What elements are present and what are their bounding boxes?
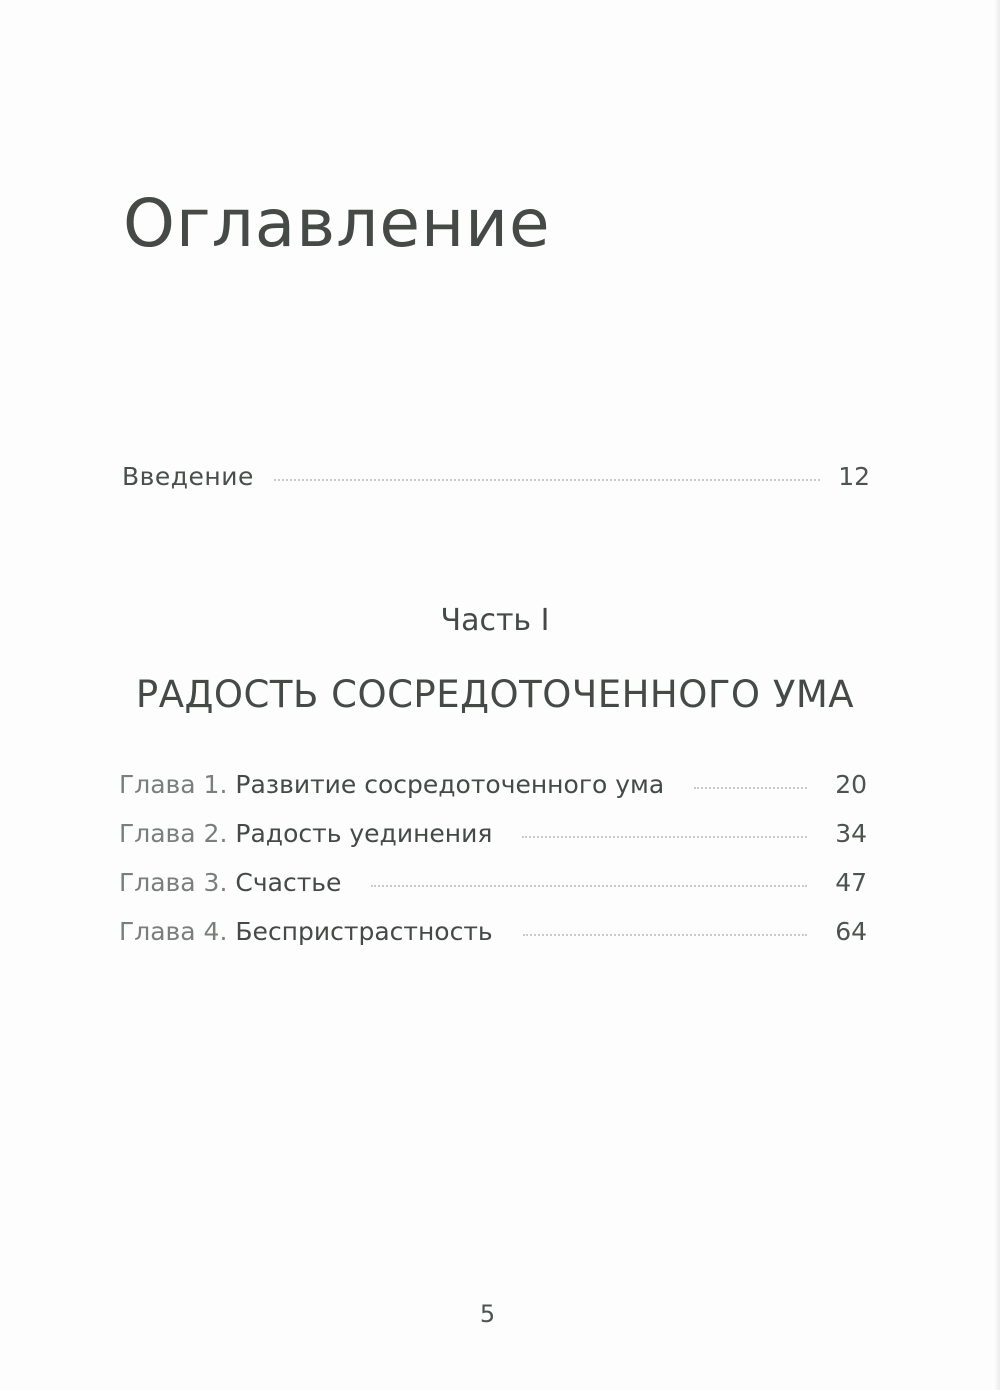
dot-leader bbox=[694, 787, 807, 789]
dot-leader bbox=[523, 934, 808, 936]
chapter-prefix: Глава 3. bbox=[119, 868, 228, 897]
chapter-prefix: Глава 2. bbox=[119, 819, 228, 848]
chapter-page-number: 34 bbox=[835, 819, 867, 848]
chapter-title: Счастье bbox=[235, 868, 342, 897]
dot-leader bbox=[274, 479, 820, 481]
scan-edge bbox=[994, 0, 1000, 1390]
chapter-title: Беспристрастность bbox=[235, 917, 493, 946]
toc-entry-chapter-1[interactable] bbox=[119, 770, 867, 819]
toc-entry-label: Введение bbox=[122, 462, 254, 491]
dot-leader bbox=[522, 836, 807, 838]
toc-entry-chapter-2[interactable] bbox=[119, 819, 867, 868]
part-title: РАДОСТЬ СОСРЕДОТОЧЕННОГО УМА bbox=[135, 673, 855, 716]
toc-entry-page-number: 12 bbox=[838, 462, 870, 491]
chapter-title: Развитие сосредоточенного ума bbox=[235, 770, 665, 799]
toc-entry-chapter-3[interactable] bbox=[119, 868, 867, 917]
page-number: 5 bbox=[479, 1300, 496, 1328]
chapter-page-number: 47 bbox=[835, 868, 867, 897]
toc-entry-introduction[interactable] bbox=[122, 462, 870, 491]
toc-title: Оглавление bbox=[123, 185, 551, 262]
chapter-prefix: Глава 1. bbox=[119, 770, 228, 799]
dot-leader bbox=[371, 885, 807, 887]
chapter-title: Радость уединения bbox=[235, 819, 493, 848]
toc-entry-chapter-4[interactable] bbox=[119, 917, 867, 966]
chapter-page-number: 64 bbox=[835, 917, 867, 946]
part-label: Часть I bbox=[440, 603, 550, 638]
chapter-prefix: Глава 4. bbox=[119, 917, 228, 946]
chapter-page-number: 20 bbox=[835, 770, 867, 799]
chapter-list bbox=[119, 770, 867, 966]
